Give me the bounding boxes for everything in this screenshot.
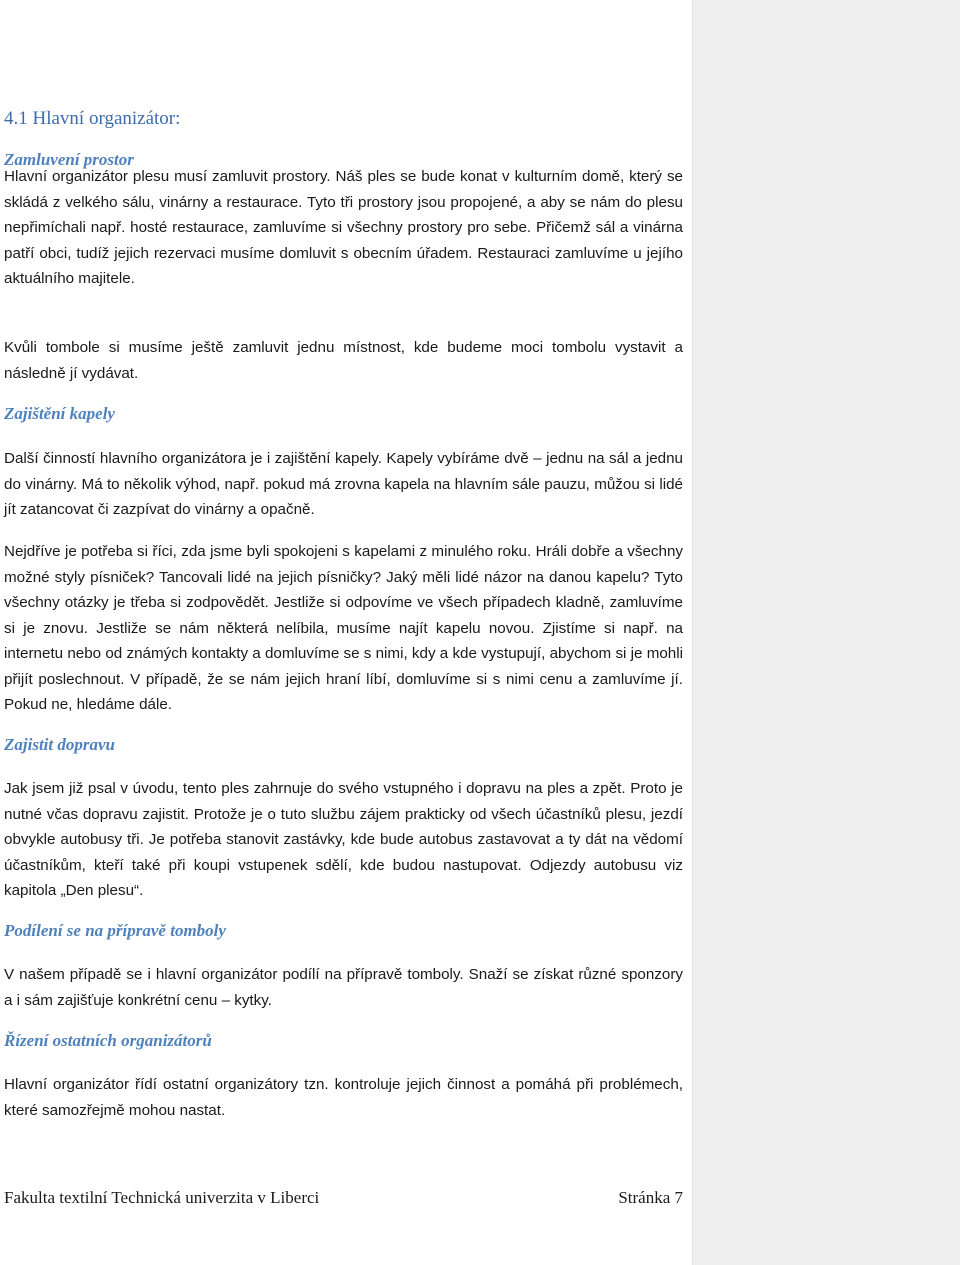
- section-title-tombola: Podílení se na přípravě tomboly: [4, 921, 226, 940]
- paragraph: Nejdříve je potřeba si říci, zda jsme byli spokojeni s kapelami z minulého roku. Hráli dobře a všechny možné styly písniček? Tancovali lidé na jejich písničky? Jaký měli lidé názor na danou kapelu? Tyto všechny otázky je třeba si zodpovědět. Jestliže si odpovíme ve všech případech kladně, zamluvíme si je znovu. Jestliže se nám některá nelíbila, musíme najít kapelu novou. Zjistíme si např. na internetu nebo od známých kontakty a domluvíme se s nimi, kdy a kde vystupují, abychom si je mohli přijít poslechnout. V případě, že se nám jejich hraní líbí, domluvíme si s nimi cenu a zamluvíme jí. Pokud ne, hledáme dále.: [4, 543, 683, 713]
- section-title-organizers: Řízení ostatních organizátorů: [4, 1031, 212, 1050]
- footer-page-number: Stránka 7: [618, 1188, 683, 1207]
- comment-margin-pane: [692, 0, 960, 1265]
- footer-institution: Fakulta textilní Technická univerzita v Liberci: [4, 1188, 320, 1207]
- document-page: [4, 0, 684, 1265]
- page-footer: [4, 1188, 683, 1214]
- paragraph: Jak jsem již psal v úvodu, tento ples zahrnuje do svého vstupného i dopravu na ples a zpět. Proto je nutné včas dopravu zajistit. Protože je o tuto službu zájem prakticky od všech účastníků plesu, jezdí obvykle autobusy tři. Je potřeba stanovit zastávky, kde bude autobus zastavovat a ty dát na vědomí účastníkům, kteří také při koupi vstupenek sdělí, kde budou nastupovat. Odjezdy autobusu viz kapitola „Den plesu“.: [4, 780, 683, 899]
- section-title-band: Zajištění kapely: [4, 404, 115, 423]
- paragraph: V našem případě se i hlavní organizátor podílí na přípravě tomboly. Snaží se získat různé sponzory a i sám zajišťuje konkrétní cenu – kytky.: [4, 966, 683, 1009]
- paragraph: Hlavní organizátor plesu musí zamluvit prostory. Náš ples se bude konat v kulturním domě, který se skládá z velkého sálu, vinárny a restaurace. Tyto tři prostory jsou propojené, a aby se nám do plesu nepřimíchali např. hosté restaurace, zamluvíme si všechny prostory pro sebe. Přičemž sál a vinárna patří obci, tudíž jejich rezervaci musíme domluvit s obecním úřadem. Restauraci zamluvíme u jejího aktuálního majitele.: [4, 168, 683, 287]
- paragraph: Hlavní organizátor řídí ostatní organizátory tzn. kontroluje jejich činnost a pomáhá při problémech, které samozřejmě mohou nastat.: [4, 1076, 683, 1119]
- section-title-venue: Zamluvení prostor: [4, 150, 134, 169]
- paragraph: Další činností hlavního organizátora je i zajištění kapely. Kapely vybíráme dvě – jednu na sál a jednu do vinárny. Má to několik výhod, např. pokud má zrovna kapela na hlavním sále pauzu, můžou si lidé jít zatancovat či zazpívat do vinárny a opačně.: [4, 450, 683, 518]
- chapter-heading: 4.1 Hlavní organizátor:: [4, 108, 181, 129]
- section-title-transport: Zajistit dopravu: [4, 735, 115, 754]
- paragraph: Kvůli tombole si musíme ještě zamluvit jednu místnost, kde budeme moci tombolu vystavit a následně jí vydávat.: [4, 339, 683, 382]
